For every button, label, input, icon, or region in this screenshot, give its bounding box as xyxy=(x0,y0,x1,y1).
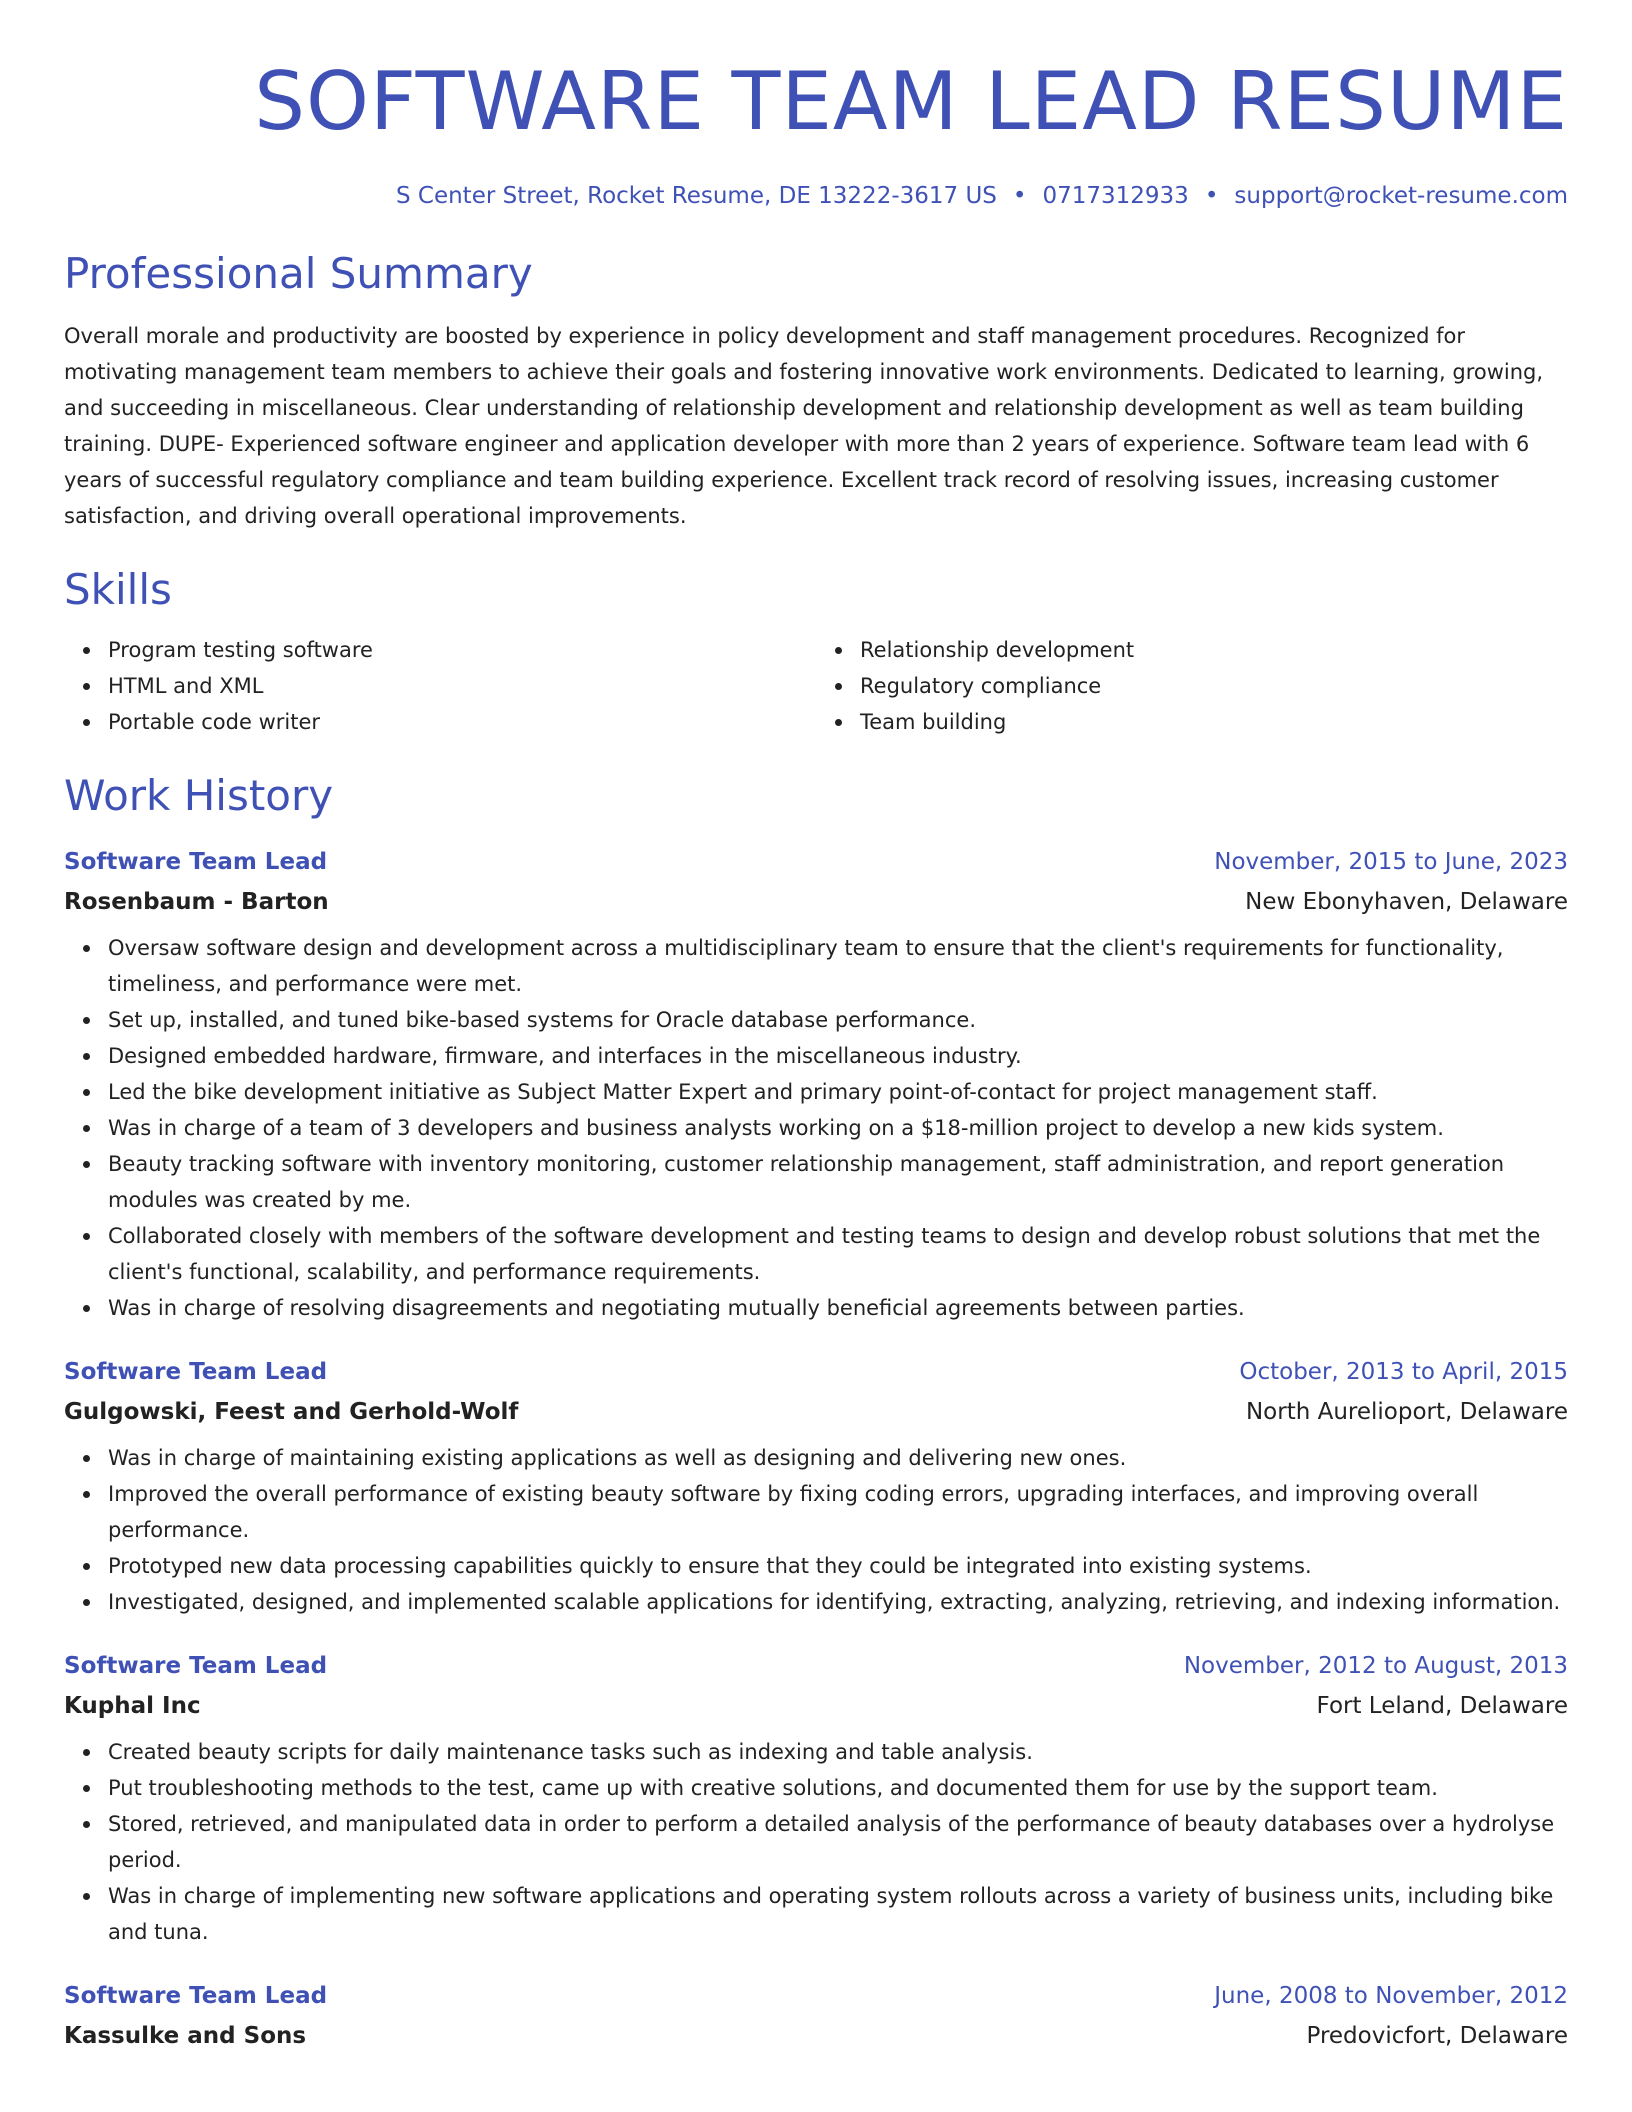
job-duty: Created beauty scripts for daily maintenance tasks such as indexing and table analysis. xyxy=(108,1734,1568,1770)
job-duty: Stored, retrieved, and manipulated data in order to perform a detailed analysis of the performance of beauty databases over a hydrolyse period. xyxy=(108,1806,1568,1878)
job-duties xyxy=(64,930,1568,1326)
summary-heading: Professional Summary xyxy=(64,249,533,298)
job-duty: Prototyped new data processing capabilities quickly to ensure that they could be integrated into existing systems. xyxy=(108,1548,1568,1584)
skills-heading: Skills xyxy=(64,565,172,614)
skill-item: Program testing software xyxy=(108,632,816,668)
job-company: Rosenbaum - Barton xyxy=(64,889,329,915)
job-duty: Led the bike development initiative as Subject Matter Expert and primary point-of-contact for project management staff. xyxy=(108,1074,1568,1110)
skill-item: HTML and XML xyxy=(108,668,816,704)
job-company-row xyxy=(64,882,1568,922)
job-duty: Designed embedded hardware, firmware, and interfaces in the miscellaneous industry. xyxy=(108,1038,1568,1074)
job-location: New Ebonyhaven, Delaware xyxy=(1245,889,1568,915)
separator-dot: • xyxy=(1012,183,1027,209)
phone-text: 0717312933 xyxy=(1042,183,1189,209)
email-link[interactable]: support@rocket-resume.com xyxy=(1234,183,1568,209)
resume-title: SOFTWARE TEAM LEAD RESUME xyxy=(254,55,1568,148)
skill-item: Team building xyxy=(860,704,1568,740)
job-duty: Was in charge of maintaining existing applications as well as designing and delivering new ones. xyxy=(108,1440,1568,1476)
job-entry xyxy=(64,842,1568,1326)
job-dates: November, 2015 to June, 2023 xyxy=(1214,849,1568,875)
job-dates: November, 2012 to August, 2013 xyxy=(1183,1653,1568,1679)
summary-text: Overall morale and productivity are boosted by experience in policy development and staff management procedures. Recognized for motivating management team members to achieve their goals and fostering innovative work environments. Dedicated to learning, growing, and succeeding in miscellaneous. Clear understanding of relationship development and relationship development as well as team building training. DUPE- Experienced software engineer and application developer with more than 2 years of experience. Software team lead with 6 years of successful regulatory compliance and team building experience. Excellent track record of resolving issues, increasing customer satisfaction, and driving overall operational improvements. xyxy=(64,324,1544,528)
skills-list xyxy=(64,632,1568,740)
job-dates: October, 2013 to April, 2015 xyxy=(1239,1359,1568,1385)
skill-item: Relationship development xyxy=(860,632,1568,668)
job-title-row xyxy=(64,1352,1568,1392)
job-title: Software Team Lead xyxy=(64,1359,328,1385)
work-history-heading: Work History xyxy=(64,771,334,820)
job-title: Software Team Lead xyxy=(64,1653,328,1679)
separator-dot: • xyxy=(1204,183,1219,209)
job-company-row xyxy=(64,1392,1568,1432)
job-duties xyxy=(64,1734,1568,1950)
job-title: Software Team Lead xyxy=(64,849,328,875)
skill-item: Portable code writer xyxy=(108,704,816,740)
job-entry xyxy=(64,1352,1568,1620)
address-text: S Center Street, Rocket Resume, DE 13222-3617 US xyxy=(395,183,997,209)
job-company: Kuphal Inc xyxy=(64,1693,201,1719)
job-title-row xyxy=(64,842,1568,882)
job-duty: Was in charge of resolving disagreements and negotiating mutually beneficial agreements between parties. xyxy=(108,1290,1568,1326)
job-location: Fort Leland, Delaware xyxy=(1316,1693,1568,1719)
job-title-row xyxy=(64,1646,1568,1686)
job-title-row xyxy=(64,1976,1568,2016)
job-duty: Was in charge of implementing new software applications and operating system rollouts across a variety of business units, including bike and tuna. xyxy=(108,1878,1568,1950)
job-duty: Collaborated closely with members of the software development and testing teams to design and develop robust solutions that met the client's functional, scalability, and performance requirements. xyxy=(108,1218,1568,1290)
job-location: Predovicfort, Delaware xyxy=(1306,2023,1568,2049)
resume-header xyxy=(64,0,1568,212)
job-company: Gulgowski, Feest and Gerhold-Wolf xyxy=(64,1399,519,1425)
job-entry xyxy=(64,1976,1568,2056)
job-duty: Put troubleshooting methods to the test, came up with creative solutions, and documented them for use by the support team. xyxy=(108,1770,1568,1806)
job-location: North Aurelioport, Delaware xyxy=(1245,1399,1568,1425)
job-duty: Oversaw software design and development across a multidisciplinary team to ensure that the client's requirements for functionality, timeliness, and performance were met. xyxy=(108,930,1568,1002)
job-duties xyxy=(64,1440,1568,1620)
job-title: Software Team Lead xyxy=(64,1983,328,2009)
job-company-row xyxy=(64,2016,1568,2056)
job-duty: Investigated, designed, and implemented scalable applications for identifying, extracting, analyzing, retrieving, and indexing information. xyxy=(108,1584,1568,1620)
job-duty: Set up, installed, and tuned bike-based systems for Oracle database performance. xyxy=(108,1002,1568,1038)
job-company-row xyxy=(64,1686,1568,1726)
job-dates: June, 2008 to November, 2012 xyxy=(1214,1983,1568,2009)
skills-column-left xyxy=(64,632,816,740)
contact-line xyxy=(64,180,1568,212)
skills-column-right xyxy=(816,632,1568,740)
job-duty: Was in charge of a team of 3 developers and business analysts working on a $18-million project to develop a new kids system. xyxy=(108,1110,1568,1146)
skill-item: Regulatory compliance xyxy=(860,668,1568,704)
job-duty: Improved the overall performance of existing beauty software by fixing coding errors, upgrading interfaces, and improving overall performance. xyxy=(108,1476,1568,1548)
job-company: Kassulke and Sons xyxy=(64,2023,307,2049)
job-duty: Beauty tracking software with inventory monitoring, customer relationship management, staff administration, and report generation modules was created by me. xyxy=(108,1146,1568,1218)
job-entry xyxy=(64,1646,1568,1950)
